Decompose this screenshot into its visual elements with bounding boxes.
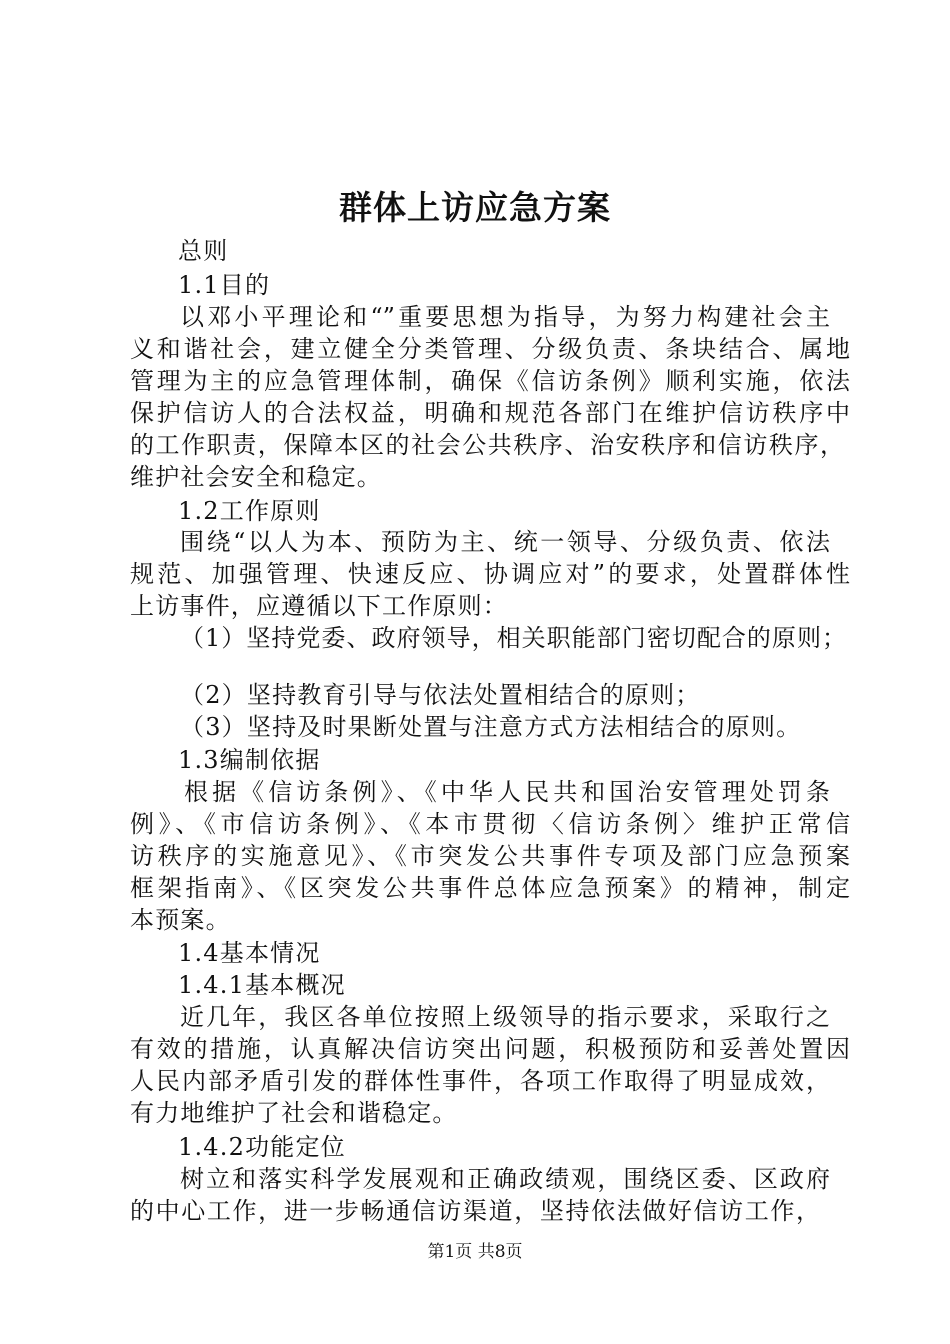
- paragraph-line: 围绕“以人为本、预防为主、统一领导、分级负责、依法: [180, 528, 830, 556]
- paragraph-line: 人民内部矛盾引发的群体性事件，各项工作取得了明显成效，: [130, 1067, 830, 1095]
- paragraph-line: 维护社会安全和稳定。: [130, 463, 382, 491]
- heading-1-4: 1.4基本情况: [178, 939, 321, 967]
- paragraph-line: 树立和落实科学发展观和正确政绩观，围绕区委、区政府: [180, 1165, 830, 1193]
- principle-item: （3）坚持及时果断处置与注意方式方法相结合的原则。: [180, 713, 802, 741]
- paragraph-line: 框架指南》、《区突发公共事件总体应急预案》的精神，制定: [130, 874, 850, 902]
- paragraph-line: 上访事件，应遵循以下工作原则：: [130, 592, 508, 620]
- heading-1-3: 1.3编制依据: [178, 746, 321, 774]
- paragraph-line: 例》、《市信访条例》、《本市贯彻〈信访条例〉维护正常信: [130, 810, 850, 838]
- paragraph-line: 的中心工作，进一步畅通信访渠道，坚持依法做好信访工作，: [130, 1197, 820, 1225]
- paragraph-line: 的工作职责，保障本区的社会公共秩序、治安秩序和信访秩序，: [130, 431, 844, 459]
- paragraph-line: 近几年，我区各单位按照上级领导的指示要求，采取行之: [180, 1003, 830, 1031]
- paragraph-line: 根据《信访条例》、《中华人民共和国治安管理处罚条: [184, 778, 830, 806]
- heading-1-4-1: 1.4.1基本概况: [178, 971, 346, 999]
- paragraph-line: 有效的措施，认真解决信访突出问题，积极预防和妥善处置因: [130, 1035, 850, 1063]
- heading-general: 总则: [178, 237, 229, 265]
- paragraph-line: 以邓小平理论和“”重要思想为指导，为努力构建社会主: [180, 303, 830, 331]
- paragraph-line: 访秩序的实施意见》、《市突发公共事件专项及部门应急预案: [130, 842, 850, 870]
- paragraph-line: 义和谐社会，建立健全分类管理、分级负责、条块结合、属地: [130, 335, 850, 363]
- paragraph-line: 保护信访人的合法权益，明确和规范各部门在维护信访秩序中: [130, 399, 850, 427]
- document-title: 群体上访应急方案: [339, 188, 611, 227]
- paragraph-line: 规范、加强管理、快速反应、协调应对”的要求，处置群体性: [130, 560, 850, 588]
- heading-1-2: 1.2工作原则: [178, 497, 321, 525]
- principle-item: （1）坚持党委、政府领导，相关职能部门密切配合的原则；: [180, 624, 846, 652]
- heading-1-1: 1.1目的: [178, 271, 271, 299]
- page-number-footer: 第1页 共8页: [427, 1242, 523, 1262]
- paragraph-line: 有力地维护了社会和谐稳定。: [130, 1099, 458, 1127]
- principle-item: （2）坚持教育引导与依法处置相结合的原则；: [180, 681, 701, 709]
- paragraph-line: 管理为主的应急管理体制，确保《信访条例》顺利实施，依法: [130, 367, 850, 395]
- heading-1-4-2: 1.4.2功能定位: [178, 1133, 346, 1161]
- paragraph-line: 本预案。: [130, 906, 231, 934]
